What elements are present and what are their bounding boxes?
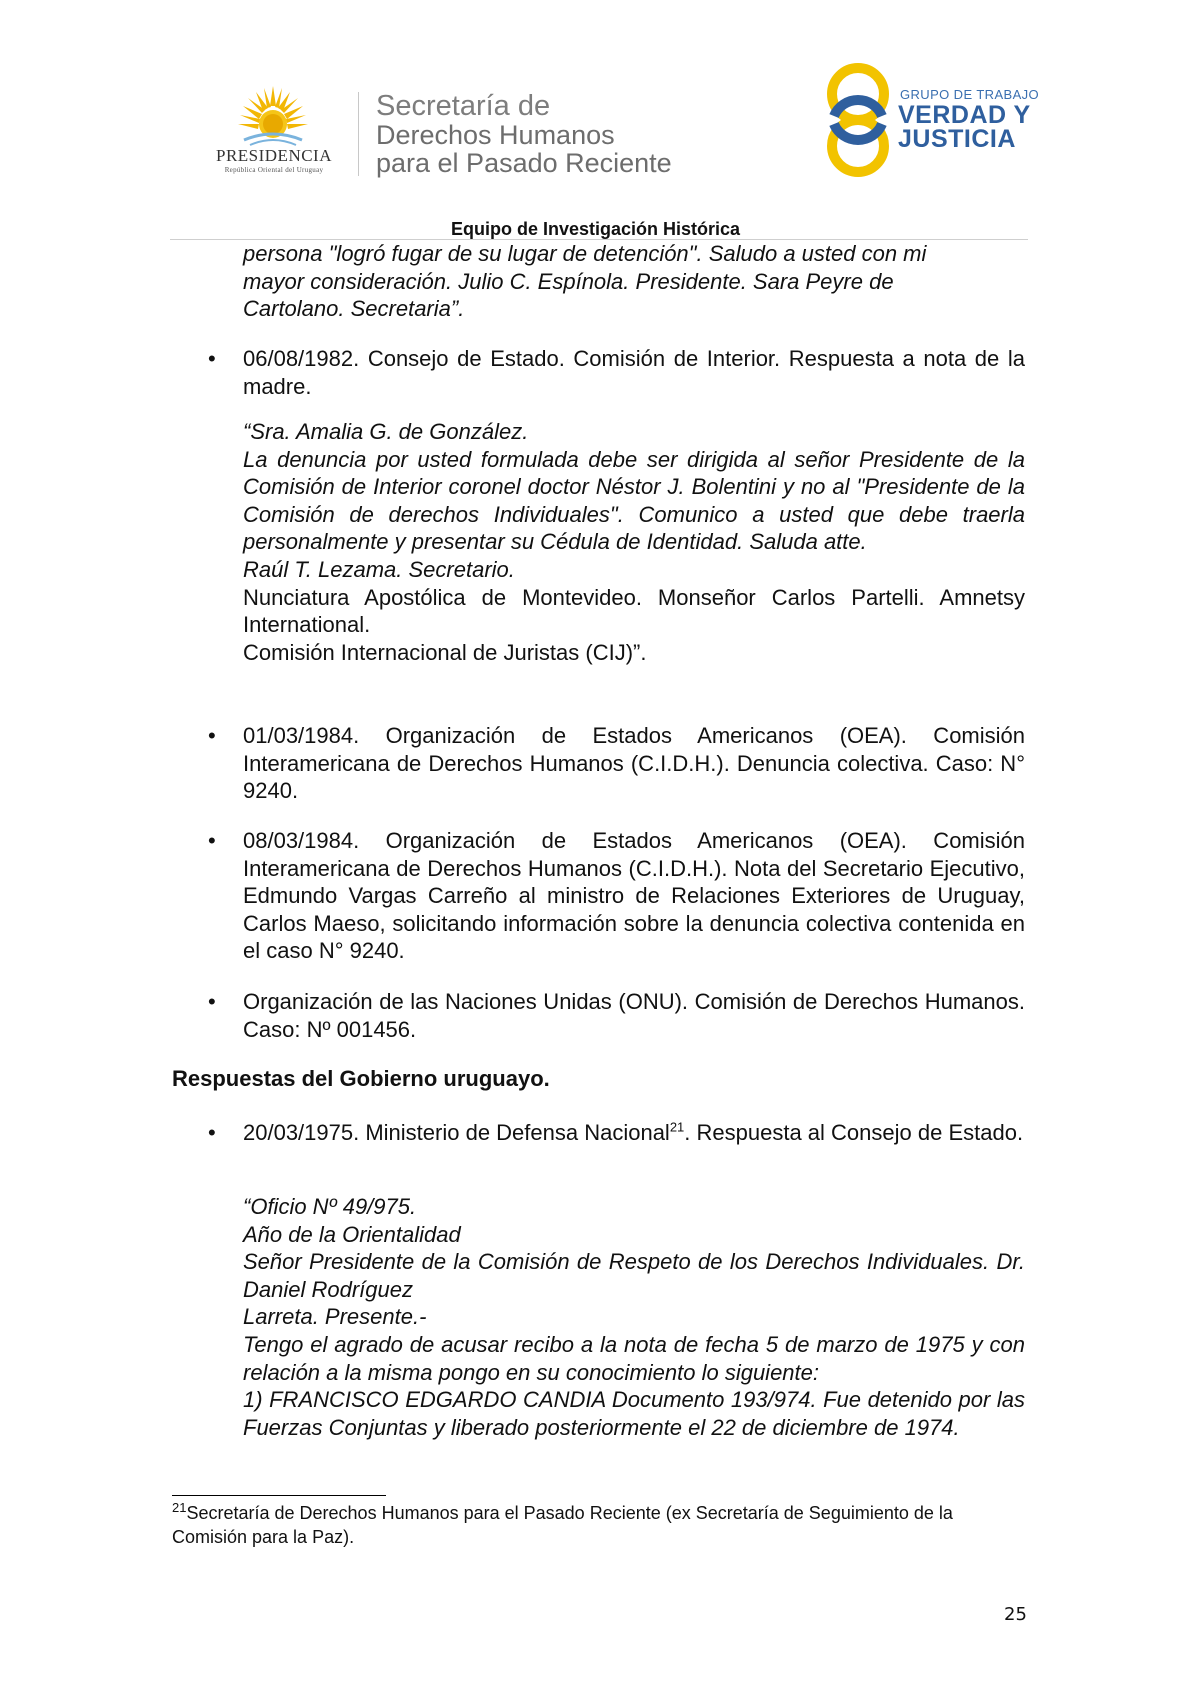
quote-line: Tengo el agrado de acusar recibo a la nota de fecha 5 de marzo de 1975 y con relación a la misma pongo en su conocimiento lo siguiente: [243,1331,1025,1385]
list-item-text: Organización de las Naciones Unidas (ONU). Comisión de Derechos Humanos. Caso: Nº 001456. [243,989,1025,1042]
bullet-marker: • [208,1120,216,1145]
secretaria-line-1: Secretaría de [376,90,551,122]
quote-line: Larreta. Presente.- [243,1304,427,1330]
footnote-number: 21 [172,1500,187,1515]
quote-line: 1) FRANCISCO EDGARDO CANDIA Documento 193/974. Fue detenido por las Fuerzas Conjuntas y liberado posteriormente el 22 de diciembre de 1974. [243,1387,1025,1440]
footnote-rule [172,1495,386,1496]
quote-line: Nunciatura Apostólica de Montevideo. Monseñor Carlos Partelli. Amnetsy International. [243,584,1025,638]
footnote-text: Secretaría de Derechos Humanos para el Pasado Reciente (ex Secretaría de Seguimiento de la Comisión para la Paz). [172,1503,953,1547]
intro-line-3: Cartolano. Secretaria”. [243,296,465,322]
quote-line: La denuncia por usted formulada debe ser dirigida al señor Presidente de la Comisión de Interior coronel doctor Néstor J. Bolentini y no al "Presidente de la Comisión de derechos Individuales". Comunico a usted que debe traerla personalmente y presentar su Cédula de Identidad. Saluda atte. [243,446,1025,555]
secretaria-line-2: Derechos Humanos [376,120,615,150]
item-text-after: . Respuesta al Consejo de Estado. [684,1120,1024,1145]
section-title: Respuestas del Gobierno uruguayo. [172,1066,550,1091]
presidencia-subtitle: República Oriental del Uruguay [224,166,324,174]
intro-continuation [243,240,1025,323]
sun-emblem-icon [238,82,308,148]
quote-line: “Sra. Amalia G. de González. [243,419,529,444]
intro-line-2: mayor consideración. Julio C. Espínola. Presidente. Sara Peyre de [243,268,894,294]
quote-line: Raúl T. Lezama. Secretario. [243,556,515,582]
presidencia-logo [196,82,352,182]
bullet-marker: • [208,723,216,748]
footnote-ref: 21 [669,1119,685,1135]
page-number: 25 [1004,1604,1027,1625]
footnote [172,1502,1026,1549]
list-item-text: 01/03/1984. Organización de Estados Americanos (OEA). Comisión Interamericana de Derechos Humanos (C.I.D.H.). Denuncia colectiva. Caso: N° 9240. [243,723,1025,804]
secretaria-line-3: para el Pasado Reciente [376,148,672,178]
presidencia-word: PRESIDENCIA [215,146,332,165]
quote-block [243,1193,1025,1441]
bullet-marker: • [208,828,216,853]
interlocking-rings-icon [820,58,896,182]
list-item-text [243,1119,1025,1147]
grupo-line-2: VERDAD Y [898,101,1031,129]
list-item-text: 06/08/1982. Consejo de Estado. Comisión de Interior. Respuesta a nota de la madre. [243,346,1025,399]
logo-divider [358,92,359,176]
quote-line: “Oficio Nº 49/975. [243,1194,417,1219]
grupo-line-3: JUSTICIA [898,125,1016,153]
bullet-marker: • [208,989,216,1014]
quote-block [243,418,1025,666]
team-label: Equipo de Investigación Histórica [450,219,741,239]
grupo-line-1: GRUPO DE TRABAJO [900,87,1040,102]
intro-line-1: persona "logró fugar de su lugar de detención". Saludo a usted con mi [243,241,927,266]
quote-line: Año de la Orientalidad [243,1221,461,1247]
quote-line: Señor Presidente de la Comisión de Respeto de los Derechos Individuales. Dr. Daniel Rodríguez [243,1249,1025,1302]
quote-line: Comisión Internacional de Juristas (CIJ)”. [243,639,647,665]
bullet-marker: • [208,346,216,371]
list-item-text: 08/03/1984. Organización de Estados Americanos (OEA). Comisión Interamericana de Derechos Humanos (C.I.D.H.). Nota del Secretario Ejecutivo, Edmundo Vargas Carreño al ministro de Relaciones Exteriores de Uruguay, Carlos Maeso, solicitando información sobre la denuncia colectiva contenida en el caso N° 9240. [243,828,1025,964]
item-text-before: 20/03/1975. Ministerio de Defensa Nacional [243,1120,670,1145]
